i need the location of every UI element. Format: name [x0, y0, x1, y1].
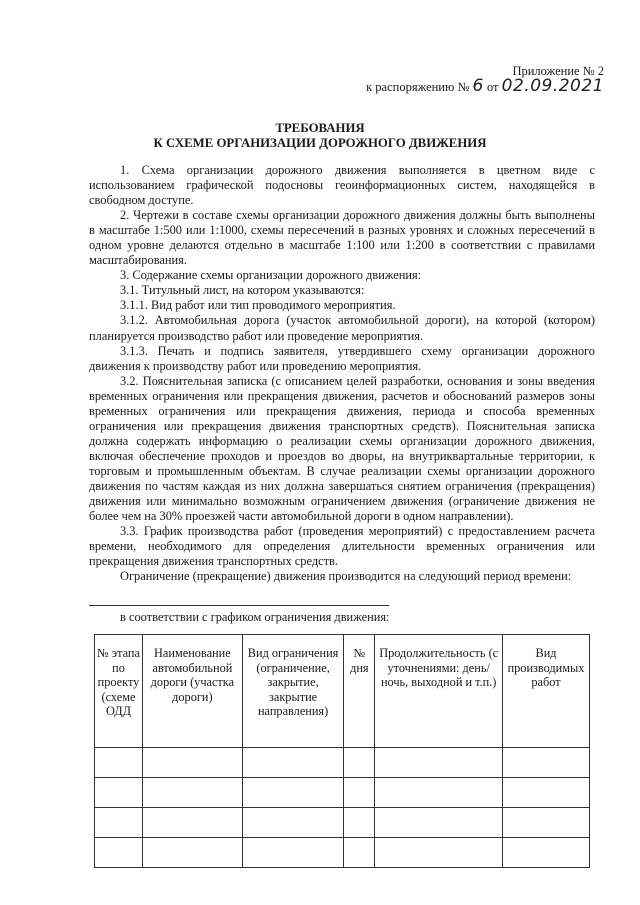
paragraph: 3.1.1. Вид работ или тип проводимого мероприятия. — [120, 298, 396, 313]
table-cell — [375, 838, 503, 868]
table-cell — [344, 838, 375, 868]
order-number: 6 — [472, 76, 484, 96]
title-line-2: К СХЕМЕ ОРГАНИЗАЦИИ ДОРОЖНОГО ДВИЖЕНИЯ — [153, 136, 487, 150]
table-cell — [95, 748, 143, 778]
table-cell — [503, 838, 590, 868]
table-cell — [242, 778, 344, 808]
order-prefix: к распоряжению № — [366, 80, 470, 94]
table-cell — [242, 838, 344, 868]
paragraph: 3.1. Титульный лист, на котором указываются: — [120, 283, 365, 298]
paragraph: 1. Схема организации дорожного движения выполняется в цветном виде с использованием графической подосновы геоинформационных систем, находящейся в свободном доступе. — [89, 163, 595, 208]
table-cell — [344, 808, 375, 838]
table-cell — [95, 808, 143, 838]
paragraph: 3.3. График производства работ (проведения мероприятий) с предоставлением расчета времени, необходимого для определения длительности временных ограничения или прекращения движения транспортных средств. — [89, 524, 595, 569]
table-row — [95, 838, 590, 868]
table-row — [95, 808, 590, 838]
table-cell — [242, 748, 344, 778]
table-cell — [142, 808, 242, 838]
order-date: 02.09.2021 — [501, 76, 604, 96]
schedule-intro: в соответствии с графиком ограничения движения: — [120, 610, 390, 624]
column-header-duration: Продолжительность (с уточнениями: день/ночь, выходной и т.п.) — [375, 635, 503, 748]
table-cell — [95, 838, 143, 868]
table-cell — [375, 748, 503, 778]
column-header-works: Вид производимых работ — [503, 635, 590, 748]
fill-in-blank-line — [89, 605, 389, 606]
table-cell — [503, 778, 590, 808]
table-cell — [242, 808, 344, 838]
table-cell — [142, 748, 242, 778]
table-cell — [503, 748, 590, 778]
table-cell — [344, 748, 375, 778]
table-row — [95, 748, 590, 778]
paragraph: 3.2. Пояснительная записка (с описанием целей разработки, основания и зоны введения временных ограничения или прекращения движения, расчетов и обоснований размеров зоны временных ограничения или прекращения движения, периода и способа временных ограничения или прекращения движения транспортных средств). Пояснительная записка должна содержать информацию о реализации схемы организации дорожного движения, включая обеспечение проходов и проездов во дворы, на внутриквартальные территории, к торговым и промышленным объектам. В случае реализации схемы организации дорожного движения по частям каждая из них должна завершаться снятием ограничения (прекращения) движения или минимально возможным ограничением движения (ограничение движения не более чем на 30% проезжей части автомобильной дороги в одном направлении). — [89, 373, 595, 524]
date-prefix: от — [486, 80, 499, 94]
table-cell — [344, 778, 375, 808]
appendix-label: Приложение № 2 — [512, 64, 604, 78]
column-header-stage: № этапа по проекту (схеме ОДД — [95, 635, 143, 748]
appendix-header — [366, 64, 604, 95]
title-line-1: ТРЕБОВАНИЯ — [275, 121, 365, 135]
table-cell — [375, 778, 503, 808]
table-cell — [142, 838, 242, 868]
paragraph: 3.1.2. Автомобильная дорога (участок автомобильной дороги), на которой (котором) планируется производство работ или проведение мероприятия. — [89, 313, 595, 343]
order-reference — [366, 76, 604, 96]
table-cell — [503, 808, 590, 838]
paragraph: 3. Содержание схемы организации дорожного движения: — [120, 268, 422, 283]
table-cell — [375, 808, 503, 838]
paragraph: Ограничение (прекращение) движения производится на следующий период времени: — [120, 569, 572, 584]
table-cell — [95, 778, 143, 808]
requirements-body — [89, 163, 595, 584]
schedule-table — [94, 634, 590, 868]
column-header-day: № дня — [344, 635, 375, 748]
column-header-restriction-type: Вид ограничения (ограничение, закрытие, закрытие направления) — [242, 635, 344, 748]
paragraph: 3.1.3. Печать и подпись заявителя, утвердившего схему организации дорожного движения к производству работ или проведению мероприятия. — [89, 343, 595, 373]
table-header-row — [95, 635, 590, 748]
table-cell — [142, 778, 242, 808]
paragraph: 2. Чертежи в составе схемы организации дорожного движения должны быть выполнены в масштабе 1:500 или 1:1000, схемы пересечений в разных уровнях и сложных пересечений в одном уровне делаются отдельно в масштабе 1:100 или 1:200 в соответствии с правилами масштабирования. — [89, 208, 595, 268]
document-title — [0, 121, 640, 151]
table-row — [95, 778, 590, 808]
column-header-road: Наименование автомобильной дороги (участка дороги) — [142, 635, 242, 748]
